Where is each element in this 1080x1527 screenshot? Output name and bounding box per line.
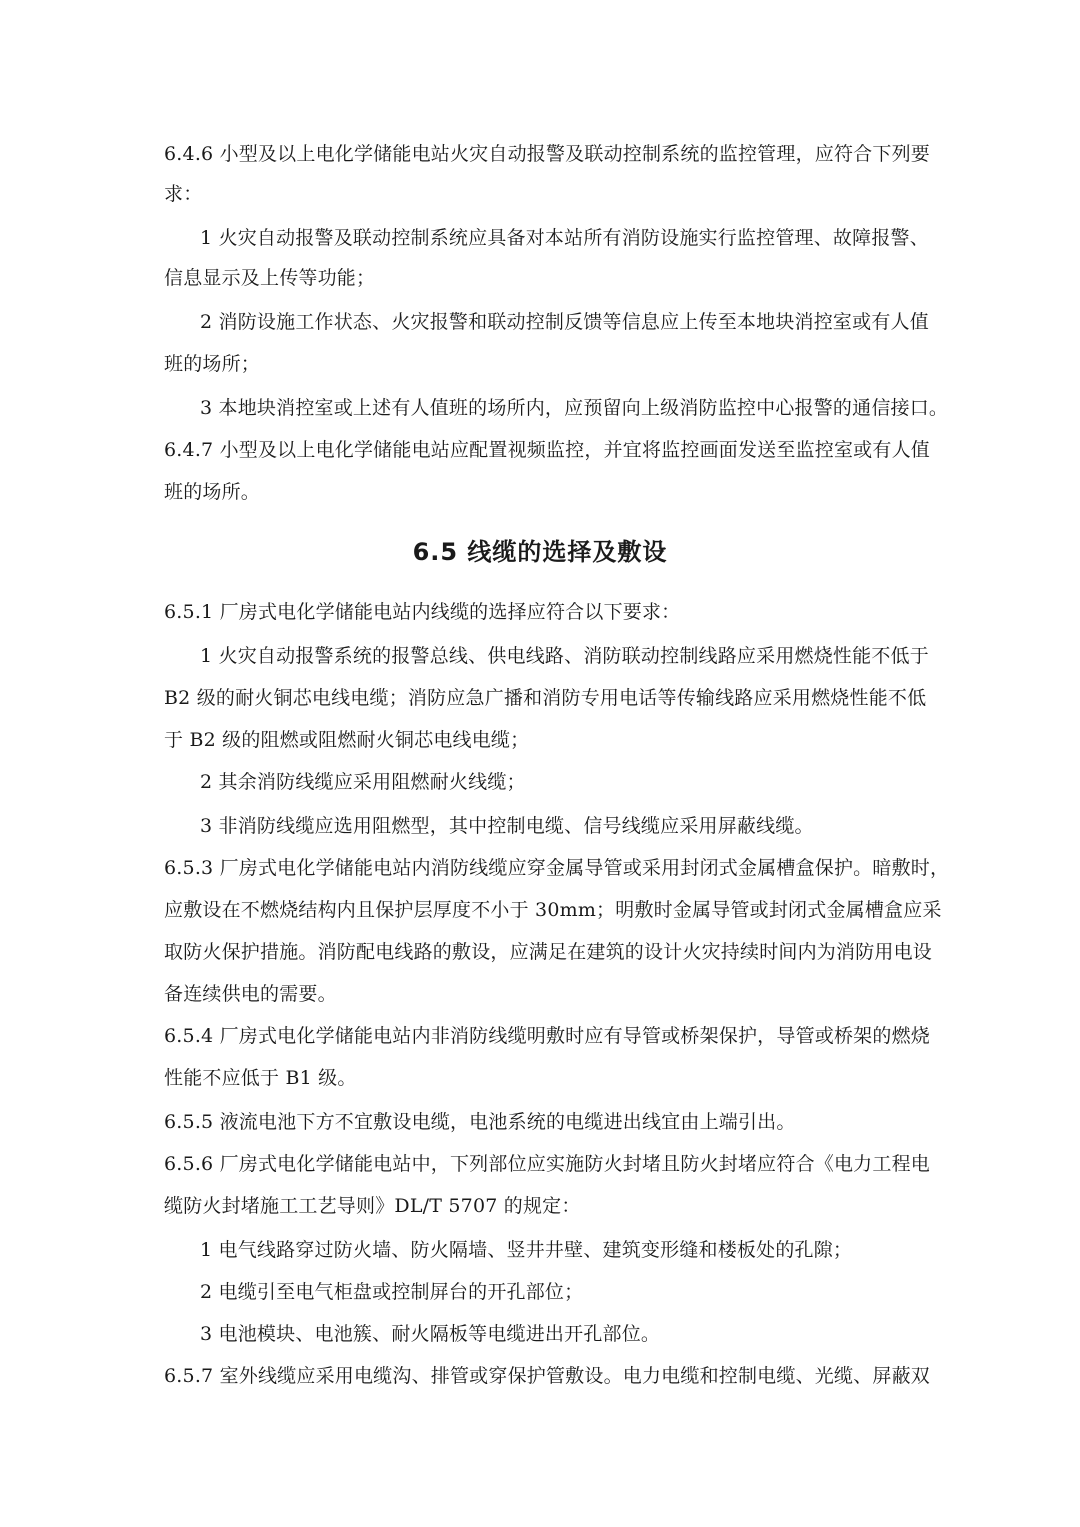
clause-6-5-3-line-1: 6.5.3 厂房式电化学储能电站内消防线缆应穿金属导管或采用封闭式金属槽盒保护。暗敷时， [164, 857, 950, 879]
clause-6-5-4-line-1: 6.5.4 厂房式电化学储能电站内非消防线缆明敷时应有导管或桥架保护，导管或桥架的燃烧 [164, 1025, 930, 1047]
clause-6-4-6-item-2-line-1: 2 消防设施工作状态、火灾报警和联动控制反馈等信息应上传至本地块消控室或有人值 [200, 311, 929, 333]
clause-6-4-6-item-1-line-2: 信息显示及上传等功能； [164, 267, 376, 289]
clause-6-4-6-item-1-line-1: 1 火灾自动报警及联动控制系统应具备对本站所有消防设施实行监控管理、故障报警、 [200, 227, 929, 249]
clause-6-5-1-line-1: 6.5.1 厂房式电化学储能电站内线缆的选择应符合以下要求： [164, 601, 681, 623]
clause-6-5-3-line-3: 取防火保护措施。消防配电线路的敷设，应满足在建筑的设计火灾持续时间内为消防用电设 [164, 941, 933, 963]
clause-6-4-6-line-2: 求： [164, 183, 203, 205]
clause-6-5-3-line-2: 应敷设在不燃烧结构内且保护层厚度不小于 30mm；明敷时金属导管或封闭式金属槽盒应采 [164, 899, 942, 921]
clause-6-4-6-item-2-line-2: 班的场所； [164, 353, 261, 375]
clause-6-4-6-item-3-line-1: 3 本地块消控室或上述有人值班的场所内，应预留向上级消防监控中心报警的通信接口。 [200, 397, 949, 419]
clause-6-5-6-line-2: 缆防火封堵施工工艺导则》DL/T 5707 的规定： [164, 1195, 581, 1217]
clause-6-5-6-item-3-line-1: 3 电池模块、电池簇、耐火隔板等电缆进出开孔部位。 [200, 1323, 661, 1345]
clause-6-4-7-line-2: 班的场所。 [164, 481, 261, 503]
clause-6-5-1-item-1-line-3: 于 B2 级的阻燃或阻燃耐火铜芯电线电缆； [164, 729, 530, 751]
clause-6-5-3-line-4: 备连续供电的需要。 [164, 983, 337, 1005]
clause-6-5-1-item-1-line-1: 1 火灾自动报警系统的报警总线、供电线路、消防联动控制线路应采用燃烧性能不低于 [200, 645, 929, 667]
clause-6-5-7-line-1: 6.5.7 室外线缆应采用电缆沟、排管或穿保护管敷设。电力电缆和控制电缆、光缆、屏蔽双 [164, 1365, 930, 1387]
clause-6-5-1-item-3-line-1: 3 非消防线缆应选用阻燃型，其中控制电缆、信号线缆应采用屏蔽线缆。 [200, 815, 814, 837]
clause-6-4-6-line-1: 6.4.6 小型及以上电化学储能电站火灾自动报警及联动控制系统的监控管理，应符合下列要 [164, 143, 930, 165]
clause-6-5-6-item-1-line-1: 1 电气线路穿过防火墙、防火隔墙、竖井井壁、建筑变形缝和楼板处的孔隙； [200, 1239, 853, 1261]
clause-6-5-6-line-1: 6.5.6 厂房式电化学储能电站中，下列部位应实施防火封堵且防火封堵应符合《电力工程电 [164, 1153, 930, 1175]
section-heading-6-5: 6.5 线缆的选择及敷设 [412, 538, 668, 566]
clause-6-5-1-item-1-line-2: B2 级的耐火铜芯电线电缆；消防应急广播和消防专用电话等传输线路应采用燃烧性能不低 [164, 687, 927, 709]
clause-6-5-1-item-2-line-1: 2 其余消防线缆应采用阻燃耐火线缆； [200, 771, 526, 793]
clause-6-5-4-line-2: 性能不应低于 B1 级。 [164, 1067, 357, 1089]
clause-6-5-6-item-2-line-1: 2 电缆引至电气柜盘或控制屏台的开孔部位； [200, 1281, 584, 1303]
clause-6-5-5-line-1: 6.5.5 液流电池下方不宜敷设电缆，电池系统的电缆进出线宜由上端引出。 [164, 1111, 796, 1133]
clause-6-4-7-line-1: 6.4.7 小型及以上电化学储能电站应配置视频监控，并宜将监控画面发送至监控室或有人值 [164, 439, 930, 461]
